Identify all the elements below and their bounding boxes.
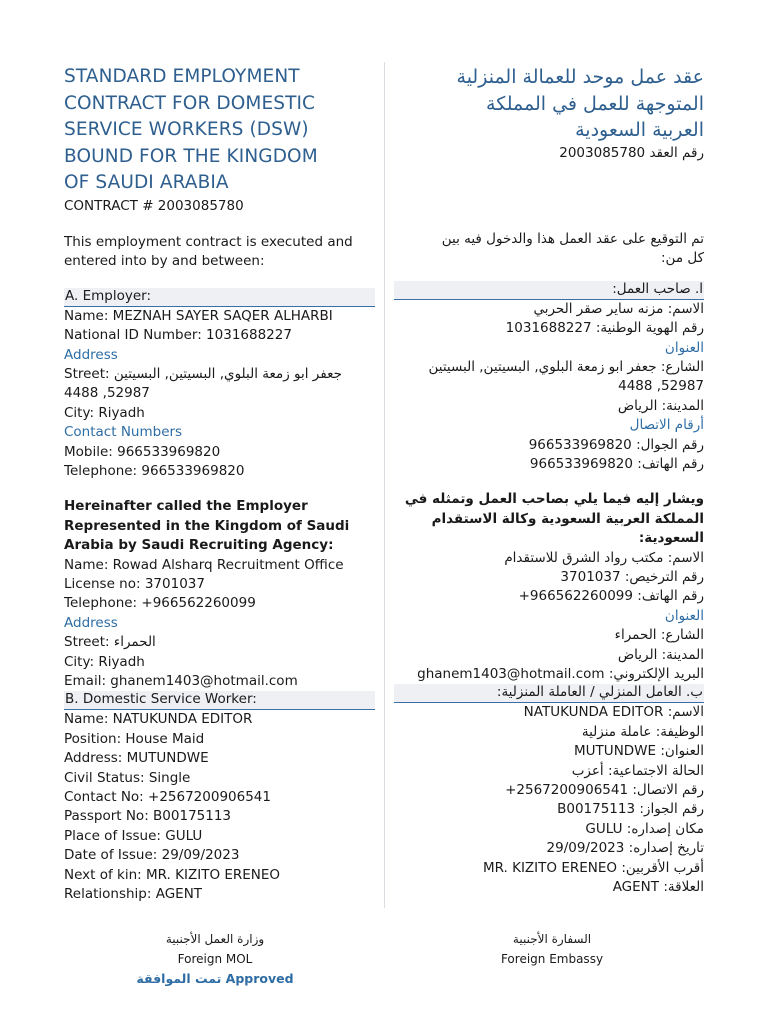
agency-street: الشارع: الحمراء [614,627,704,644]
worker-line: Address: MUTUNDWE [64,750,209,767]
worker-value: 29/09/2023 [546,840,625,857]
worker-line: Next of kin: MR. KIZITO ERENEO [64,866,281,883]
worker-value: MUTUNDWE [574,743,657,760]
street-value: جعفر ابو زمعة البلوي, البسيتين, البسيتين [113,365,342,382]
worker-label: رقم الجواز: [639,801,704,818]
employer-name: الاسم: مزنه ساير صقر الحربي [533,300,704,317]
title-line: عقد عمل موحد للعمالة المنزلية [456,66,704,88]
title-line: STANDARD EMPLOYMENT [64,66,300,87]
employer-name: Name: MEZNAH SAYER SAQER ALHARBI [64,307,333,324]
worker-line [394,762,704,781]
employer-street [64,365,375,384]
agency-name: Name: Rowad Alsharq Recruitment Office [64,556,344,573]
worker-line: Name: NATUKUNDA EDITOR [64,711,253,728]
employer-telephone [394,455,704,474]
license-value: 3701037 [560,569,621,585]
worker-label: العنوان: [660,743,704,760]
worker-label: مكان إصداره: [626,820,704,837]
approved-en: Approved [225,971,294,986]
intro-line: تم التوقيع على عقد العمل هذا والدخول فيه بين [441,230,704,247]
worker-line: Civil Status: Single [64,769,191,786]
title-line: BOUND FOR THE KINGDOM [64,145,318,167]
agency-address-label: Address [64,614,118,631]
mobile-value: 966533969820 [528,436,632,453]
worker-line [394,839,704,858]
mol-label-ar: وزارة العمل الأجنبية [165,932,265,946]
represented-line: Arabia by Saudi Recruiting Agency: [64,537,334,554]
worker-line [394,781,704,800]
intro-line: entered into by and between: [64,253,265,270]
approved-ar: تمت الموافقة [136,971,222,986]
worker-line [394,742,704,761]
worker-label: تاريخ إصداره: [628,840,704,857]
embassy-label-en: Foreign Embassy [500,952,604,966]
email-value: ghanem1403@hotmail.com [417,666,605,683]
worker-label: رقم الاتصال: [632,782,704,799]
contract-number-label: رقم العقد [649,144,704,161]
address-label: Address [64,346,118,363]
worker-line [394,723,704,742]
employer-mobile [394,436,704,455]
worker-line: Date of Issue: 29/09/2023 [64,847,240,864]
agency-telephone [394,587,704,606]
contact-numbers-label: Contact Numbers [64,424,183,441]
telephone-value: 966533969820 [529,455,633,472]
agency-email: Email: ghanem1403@hotmail.com [64,673,298,690]
national-id-label: رقم الهوية الوطنية: [595,320,704,337]
worker-section-heading: ب. العامل المنزلي / العاملة المنزلية: [394,684,704,703]
contract-title-en [64,64,375,197]
intro-line: This employment contract is executed and [64,233,353,250]
worker-line [394,800,704,819]
worker-label: العلاقة: [663,879,704,896]
contract-title-ar [394,64,704,144]
agency-city: المدينة: الرياض [617,646,704,663]
title-line: OF SAUDI ARABIA [64,172,229,193]
worker-line: Relationship: AGENT [64,886,203,903]
worker-value: MR. KIZITO ERENEO [482,859,618,876]
worker-section-heading: B. Domestic Service Worker: [64,691,375,710]
embassy-label-ar: السفارة الأجنبية [512,932,592,946]
contract-number-ar [394,144,704,163]
employer-city: المدينة: الرياض [617,397,704,414]
worker-line: Position: House Maid [64,730,205,747]
employer-street-cont: 4488 ,52987 [64,385,150,402]
english-column [64,64,375,905]
worker-value: AGENT [612,879,660,896]
worker-value: GULU [585,820,623,837]
telephone-label: رقم الهاتف: [637,455,704,472]
agency-tel-value: +966562260099 [518,588,633,605]
employer-section-heading: ا. صاحب العمل: [394,281,704,300]
agency-address-label: العنوان [664,607,704,624]
worker-value: أعزب [571,762,604,779]
worker-value: NATUKUNDA EDITOR [523,704,664,721]
mol-label-en: Foreign MOL [177,952,253,966]
worker-label: الوظيفة: [655,723,704,740]
employer-city: City: Riyadh [64,404,145,421]
represented-line: السعودية: [638,530,704,547]
represented-line: المملكة العربية السعودية وكالة الاستقدام [431,510,704,527]
national-id-value: 1031688227 [505,320,592,337]
agency-city: City: Riyadh [64,653,145,670]
national-id: National ID Number: 1031688227 [64,327,292,344]
approved-stamp [130,969,300,989]
foreign-embassy-block [466,929,638,969]
agency-license: License no: 3701037 [64,576,205,592]
arabic-column [394,64,704,898]
worker-label: الحالة الاجتماعية: [607,762,704,779]
worker-value: B00175113 [557,801,636,818]
agency-name: الاسم: مكتب رواد الشرق للاستقدام [504,549,704,566]
employer-mobile: Mobile: 966533969820 [64,443,221,460]
contact-numbers-label: أرقام الاتصال [629,417,704,434]
employer-telephone: Telephone: 966533969820 [64,462,245,479]
worker-line [394,878,704,897]
agency-email [394,665,704,684]
title-line: CONTRACT FOR DOMESTIC [64,92,316,114]
street-cont-value: 4488 ,52987 [618,378,704,395]
street-value: الحمراء [113,634,156,651]
worker-line: Passport No: B00175113 [64,808,232,825]
title-line: العربية السعودية [575,119,704,141]
employer-street-cont [394,377,704,396]
street-label: Street: [64,634,110,651]
email-label: البريد الإلكتروني: [608,666,704,683]
represented-line: Represented in the Kingdom of Saudi [64,517,350,534]
worker-line [394,820,704,839]
title-line: المتوجهة للعمل في المملكة [486,92,704,115]
worker-line [394,703,704,722]
represented-line: Hereinafter called the Employer [64,498,308,515]
agency-street [64,633,375,652]
agency-license [394,568,704,587]
foreign-mol-block [130,929,300,989]
agency-telephone: Telephone: +966562260099 [64,595,256,612]
contract-number-en: CONTRACT # 2003085780 [64,197,244,214]
title-line: SERVICE WORKERS (DSW) [64,119,309,140]
worker-line: Contact No: +2567200906541 [64,789,271,806]
agency-tel-label: رقم الهاتف: [637,588,704,605]
license-label: رقم الترخيص: [624,569,704,585]
address-label: العنوان [664,339,704,356]
national-id [394,319,704,338]
street-label: Street: [64,365,110,382]
employer-street: الشارع: جعفر ابو زمعة البلوي, البسيتين, البسيتين [428,358,704,375]
employer-section-heading: A. Employer: [64,288,375,307]
worker-line: Place of Issue: GULU [64,827,203,844]
mobile-label: رقم الجوال: [636,436,704,453]
worker-label: الاسم: [667,704,704,721]
worker-value: +2567200906541 [505,782,629,799]
represented-line: ويشار إليه فيما يلي بصاحب العمل وتمثله في [404,491,704,508]
contract-number-value: 2003085780 [559,144,646,161]
column-divider [384,62,385,908]
worker-value: عاملة منزلية [581,723,652,740]
intro-line: كل من: [661,250,704,267]
worker-line [394,859,704,878]
worker-label: أقرب الأقربين: [621,859,704,876]
